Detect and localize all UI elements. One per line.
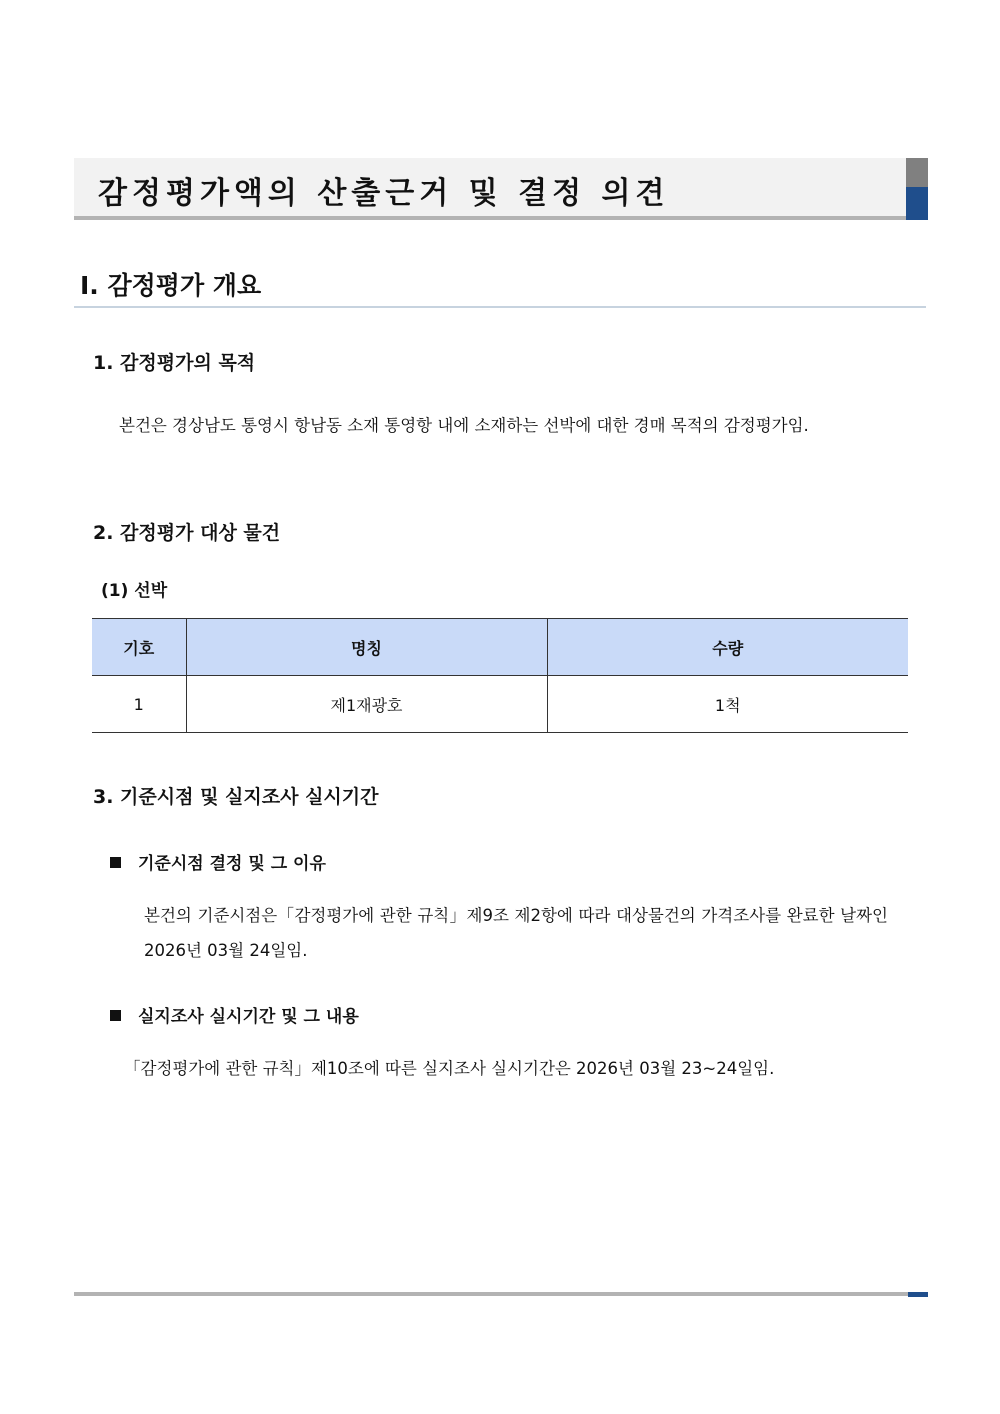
section-heading-overview: [74, 264, 926, 308]
survey-heading: [110, 1002, 359, 1027]
square-bullet-icon: [110, 1010, 121, 1021]
table-cell-quantity: 1척: [547, 676, 908, 733]
purpose-heading: 1. 감정평가의 목적: [93, 352, 256, 374]
objects-heading: 2. 감정평가 대상 물건: [93, 522, 281, 544]
table-header-symbol: 기호: [92, 619, 186, 676]
table-cell-symbol: 1: [92, 676, 186, 733]
page-title-band: [74, 158, 906, 220]
section-heading-text: Ⅰ. 감정평가 개요: [80, 271, 262, 300]
table-row: [92, 676, 908, 733]
title-accent-blue: [906, 187, 928, 220]
table-header-name: 명칭: [186, 619, 547, 676]
table-cell-name: 제1재광호: [186, 676, 547, 733]
page-title: 감정평가액의 산출근거 및 결정 의견: [98, 176, 670, 211]
purpose-paragraph: 본건은 경상남도 통영시 항남동 소재 통영항 내에 소재하는 선박에 대한 경매 목적의 감정평가임.: [119, 416, 809, 435]
survey-heading-text: 실지조사 실시기간 및 그 내용: [138, 1007, 359, 1027]
survey-paragraph: 「감정평가에 관한 규칙」제10조에 따른 실지조사 실시기간은 2026년 03월 23~24일임.: [124, 1059, 775, 1078]
base-date-heading-text: 기준시점 결정 및 그 이유: [138, 854, 326, 874]
footer-accent-blue: [908, 1292, 928, 1297]
title-accent-gray: [906, 158, 928, 187]
table-header-quantity: 수량: [547, 619, 908, 676]
base-date-heading: [110, 849, 326, 874]
base-date-paragraph: 본건의 기준시점은「감정평가에 관한 규칙」제9조 제2항에 따라 대상물건의 가격조사를 완료한 날짜인 2026년 03월 24일임.: [144, 906, 888, 960]
ship-table: [92, 618, 908, 733]
ship-subheading: (1) 선박: [101, 581, 168, 601]
square-bullet-icon: [110, 857, 121, 868]
timing-heading: 3. 기준시점 및 실지조사 실시기간: [93, 786, 379, 808]
table-header-row: [92, 619, 908, 676]
footer-divider: [74, 1292, 908, 1296]
